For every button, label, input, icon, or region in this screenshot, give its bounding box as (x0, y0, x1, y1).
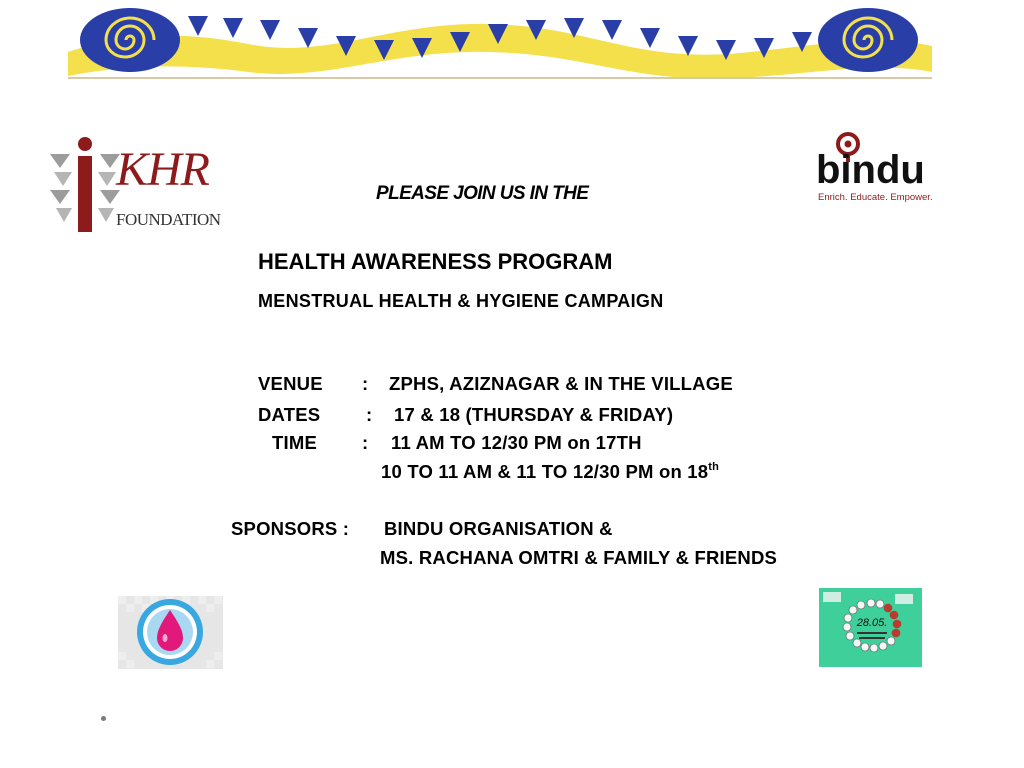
event-poster-image (819, 588, 922, 667)
spiral-left-icon (80, 8, 180, 72)
sponsors-label: SPONSORS : (231, 518, 350, 539)
venue-value: ZPHS, AZIZNAGAR & IN THE VILLAGE (389, 373, 733, 394)
khr-foundation-logo (50, 134, 221, 234)
time-separator: : (362, 432, 369, 453)
venue-separator: : (362, 373, 369, 394)
time-value-day2-text: 10 TO 11 AM & 11 TO 12/30 PM on 18 (381, 461, 709, 482)
dates-separator: : (366, 404, 373, 425)
menstrual-drop-logo (118, 596, 223, 669)
program-title: HEALTH AWARENESS PROGRAM (258, 249, 613, 274)
bullet-dot (101, 716, 106, 721)
khr-figure-icon (50, 134, 120, 234)
sponsor-line-2: MS. RACHANA OMTRI & FAMILY & FRIENDS (380, 547, 778, 568)
invite-intro: PLEASE JOIN US IN THE (376, 183, 589, 204)
bindu-tagline: Enrich. Educate. Empower. (818, 192, 933, 203)
time-value-day2-suffix: th (708, 461, 720, 473)
bindu-wordmark: bindu (816, 148, 925, 192)
dates-value: 17 & 18 (THURSDAY & FRIDAY) (394, 404, 674, 425)
time-value-day2 (381, 461, 719, 483)
dates-label: DATES (258, 404, 321, 425)
decorative-banner (68, 2, 932, 82)
khr-wordmark: KHR (116, 143, 209, 196)
sponsor-line-1: BINDU ORGANISATION & (384, 518, 613, 539)
venue-label: VENUE (258, 373, 323, 394)
campaign-title: MENSTRUAL HEALTH & HYGIENE CAMPAIGN (258, 291, 664, 311)
time-value-day1: 11 AM TO 12/30 PM on 17TH (391, 432, 642, 453)
spiral-right-icon (818, 8, 918, 72)
bindu-logo (812, 132, 952, 206)
poster-date-text: 28.05. (856, 617, 888, 629)
khr-foundation-label: FOUNDATION (116, 210, 221, 229)
time-label: TIME (272, 432, 317, 453)
